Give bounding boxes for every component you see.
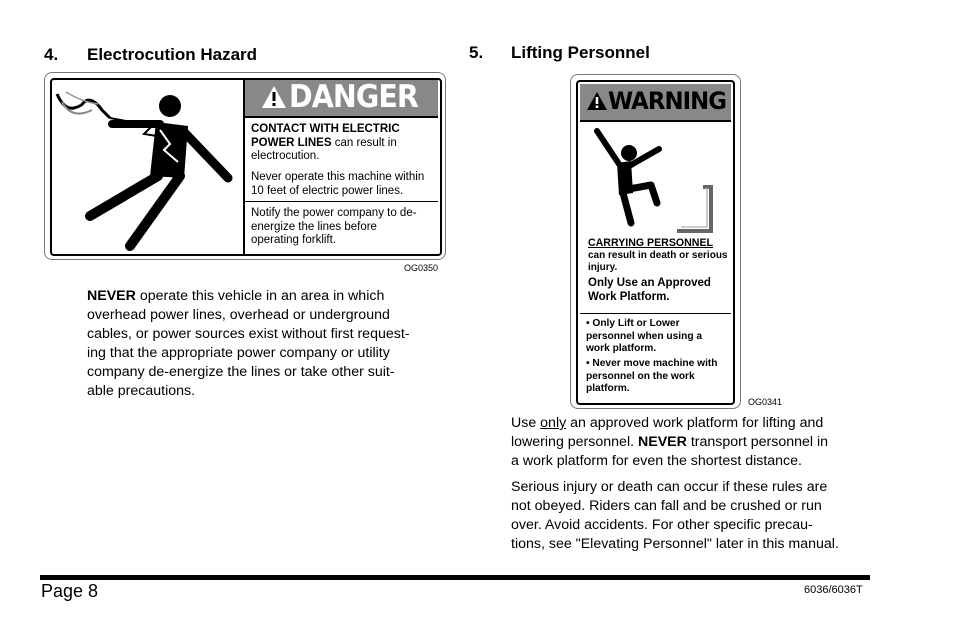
electrocution-pictogram <box>52 80 242 252</box>
danger-triangle-icon <box>261 85 287 109</box>
falling-person-pictogram <box>587 127 723 235</box>
warning-line2: Only Use an Approved Work Platform. <box>588 277 711 303</box>
figure-code-og0341: OG0341 <box>748 397 783 407</box>
danger-sign <box>44 72 446 260</box>
section-5-title: Lifting Personnel <box>511 43 650 62</box>
danger-header <box>245 80 438 116</box>
model-number: 6036/6036T <box>804 584 863 596</box>
danger-line3: Notify the power company to de-energize the lines before operating forklift. <box>251 207 417 246</box>
section-4-number: 4. <box>44 45 59 64</box>
danger-line1: CONTACT WITH ELECTRIC POWER LINES can result in electrocution. <box>251 123 400 162</box>
warning-header-text: WARNING <box>608 87 727 115</box>
danger-header-text: DANGER <box>289 79 418 115</box>
warning-bullet1: • Only Lift or Lower personnel when using a work platform. <box>586 318 703 354</box>
warning-bullet2: • Never move machine with personnel on the work platform. <box>586 358 718 394</box>
section-5-paragraph-1: Use only an approved work platform for lifting and lowering personnel. NEVER transport personnel in a work platform for even the shortest distance. <box>511 415 829 469</box>
footer-rule <box>40 575 870 580</box>
figure-code-og0350: OG0350 <box>404 263 439 273</box>
warning-line1: CARRYING PERSONNEL can result in death or serious injury. <box>588 237 728 273</box>
warning-sign <box>570 74 741 409</box>
section-4-paragraph: NEVER operate this vehicle in an area in which overhead power lines, overhead or underground cables, or power sources exist without first request- ing that the appropriate power company or utility company de-energize the lines or take other suit- able precautions. <box>87 288 410 399</box>
section-5-paragraph-2: Serious injury or death can occur if these rules are not obeyed. Riders can fall and be crushed or run over. Avoid accidents. For other specific precau- tions, see "Elevating Personnel" later in this manual. <box>511 479 839 552</box>
warning-triangle-icon <box>586 91 608 111</box>
danger-line2: Never operate this machine within 10 feet of electric power lines. <box>251 171 425 197</box>
warning-header <box>580 84 731 120</box>
section-5-number: 5. <box>469 43 484 62</box>
page-number: Page 8 <box>41 581 99 601</box>
section-4-title: Electrocution Hazard <box>87 45 258 64</box>
